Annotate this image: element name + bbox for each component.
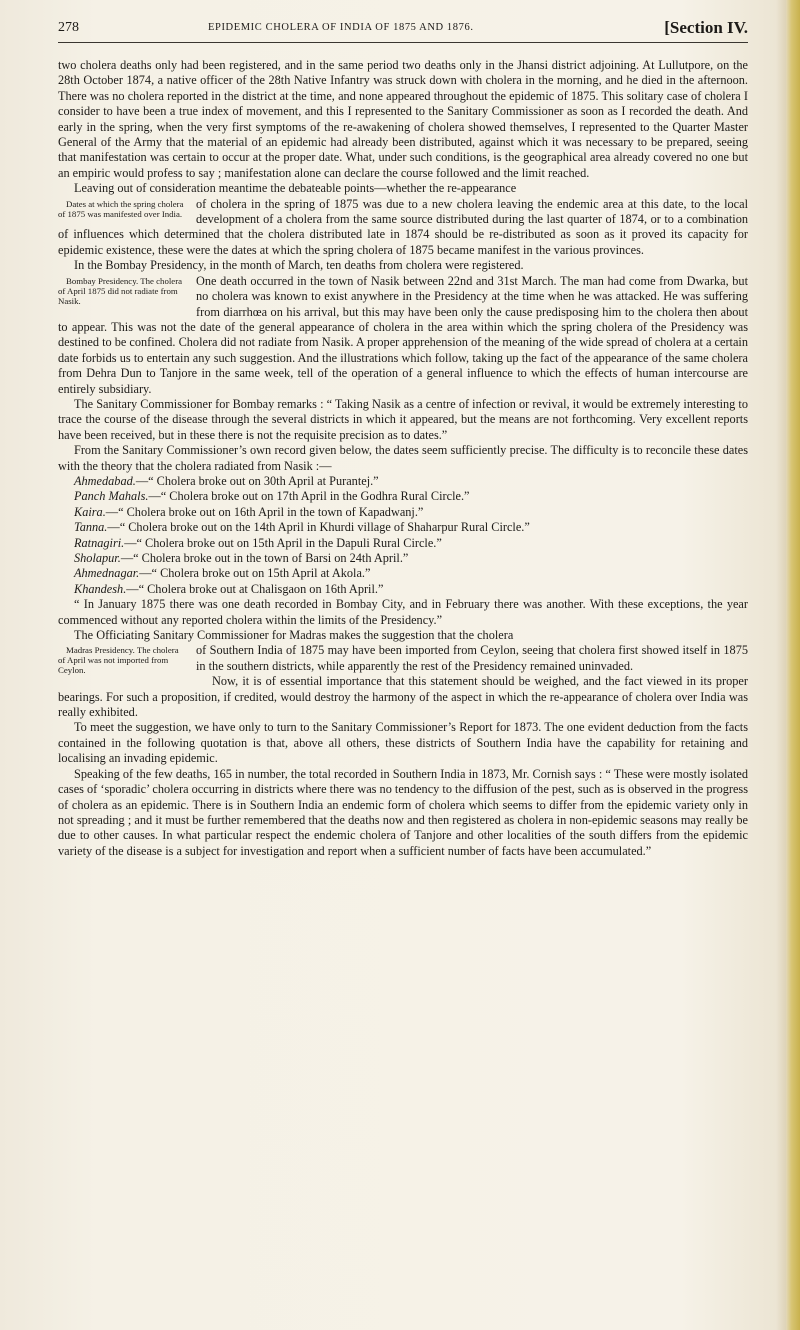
paragraph: of cholera in the spring of 1875 was due to a new cholera leaving the endemic area at this date, to the local development of a cholera from the same source distributed during the last quarter of 1874, or to a combination of influences which determined that the cholera distributed late in 1874 should be re-distributed as soon as it proved its capacity for epidemic existence, these were the dates at which the spring cholera of 1875 became manifest in the various provinces. <box>58 196 748 257</box>
paragraph: of Southern India of 1875 may have been imported from Ceylon, seeing that cholera first showed itself in 1875 in the southern districts, while apparently the rest of the Presidency remained uninvaded. <box>196 643 748 673</box>
page-number: 278 <box>58 20 79 35</box>
district-entry: Tanna.—“ Cholera broke out on the 14th April in Khurdi village of Shaharpur Rural Circle.” <box>74 520 530 535</box>
district-entry: Kaira.—“ Cholera broke out on 16th April in the town of Kapadwanj.” <box>74 504 424 519</box>
paragraph: One death occurred in the town of Nasik between 22nd and 31st March. The man had come from Dwarka, but no cholera was known to exist anywhere in the Presidency at the time when he was attacked. He was suffering from diarrhœa on his arrival, but this may have been only the cause predisposing him to the cholera then about to appear. This was not the date of the general appearance of cholera in the area within which the spring cholera of the Presidency was destined to be confined. Cholera did not radiate from Nasik. A proper apprehension of the meaning of the wide spread of cholera at a certain date forbids us to entertain any such suggestion. And the illustrations which follow, taking up the fact of the appearance of the same cholera from Dehra Dun to Tanjore in the same week, tell of the operation of a general influence to which the effects of human intercourse are entirely subsidiary. <box>58 273 748 396</box>
paragraph: To meet the suggestion, we have only to turn to the Sanitary Commissioner’s Report for 1873. The one evident deduction from the facts contained in the following quotation is that, above all others, these districts of Southern India have the capability for retaining and localising an invading epidemic. <box>58 720 748 766</box>
page-header <box>58 16 748 43</box>
page-edge <box>786 0 800 1330</box>
district-entry: Khandesh.—“ Cholera broke out at Chalisgaon on 16th April.” <box>74 581 384 596</box>
margin-note: Bombay Presidency. The cholera of April 1875 did not radiate from Nasik. <box>58 275 183 306</box>
district-entry: Ratnagiri.—“ Cholera broke out on 15th April in the Dapuli Rural Circle.” <box>74 535 442 550</box>
paragraph: The Sanitary Commissioner for Bombay remarks : “ Taking Nasik as a centre of infection or revival, it would be extremely interesting to trace the course of the disease through the several districts in which it appeared, but the means are not forthcoming. Very excellent reports have been received, but in these there is not the requisite precision as to dates.” <box>58 396 748 442</box>
district-entry: Ahmedabad.—“ Cholera broke out on 30th April at Purantej.” <box>74 473 379 488</box>
body-text <box>58 58 748 859</box>
paragraph: two cholera deaths only had been registered, and in the same period two deaths only in the Jhansi district adjoining. At Lullutpore, on the 28th October 1874, a native officer of the 28th Native Infantry was struck down with cholera in the morning, and he died in the afternoon. There was no cholera reported in the district at the time, and none appeared throughout the epidemic of 1875. This solitary case of cholera I consider to have been a true index of movement, and this I represented to the Sanitary Commissioner as soon as I recorded the death. And early in the spring, when the very first symptoms of the re-awakening of cholera showed themselves, I represented to the Quarter Master General of the Army that the material of an epidemic had already been distributed, against which it was necessary to be prepared, seeing that manifestation was certain to occur at the proper date. What, under such conditions, is the geographical area already covered no one but an empiric would profess to say ; manifestation alone can declare the course followed and the limit reached. <box>58 58 748 180</box>
district-entry: Sholapur.—“ Cholera broke out in the town of Barsi on 24th April.” <box>74 551 409 565</box>
margin-note: Madras Presidency. The cholera of April was not imported from Ceylon. <box>58 645 179 676</box>
margin-note: Dates at which the spring cholera of 1875 was manifested over India. <box>58 198 184 219</box>
running-title: EPIDEMIC CHOLERA OF INDIA OF 1875 AND 1876. <box>208 22 474 33</box>
district-entry: Ahmednagar.—“ Cholera broke out on 15th April at Akola.” <box>74 566 371 581</box>
paragraph: Speaking of the few deaths, 165 in number, the total recorded in Southern India in 1873, Mr. Cornish says : “ These were mostly isolated cases of ‘sporadic’ cholera occurring in districts where there was no tendency to the diffusion of the pest, such as is observed in the progress of cholera as an epidemic. There is in Southern India an endemic form of cholera which seems to differ from the epidemic variety only in not spreading ; and it must be further remembered that the deaths now and then registered as cholera in non-epidemic seasons may really be due to other causes. In what particular respect the endemic cholera of Tanjore and other localities of the south differs from the epidemic variety of the disease is a subject for investigation and report when a sufficient number of facts have been accumulated.” <box>58 766 748 858</box>
paragraph: From the Sanitary Commissioner’s own record given below, the dates seem sufficiently precise. The difficulty is to reconcile these dates with the theory that the cholera radiated from Nasik :— <box>58 443 748 473</box>
paragraph-lead: Leaving out of consideration meantime the debateable points—whether the re-appearance <box>74 181 517 196</box>
paragraph-lead: The Officiating Sanitary Commissioner for Madras makes the suggestion that the cholera <box>74 628 514 643</box>
paragraph: Now, it is of essential importance that this statement should be weighed, and the fact viewed in its proper bearings. For such a proposition, if credited, would destroy the harmony of the aspect in which the re-appearance of cholera over India was really exhibited. <box>58 674 748 720</box>
paragraph: “ In January 1875 there was one death recorded in Bombay City, and in February there was another. With these exceptions, the year commenced without any reported cholera within the limits of the Presidency.” <box>58 597 748 627</box>
paragraph-lead: In the Bombay Presidency, in the month of March, ten deaths from cholera were registered. <box>74 258 524 273</box>
section-label: [Section IV. <box>664 18 748 37</box>
district-entry: Panch Mahals.—“ Cholera broke out on 17th April in the Godhra Rural Circle.” <box>74 489 470 504</box>
